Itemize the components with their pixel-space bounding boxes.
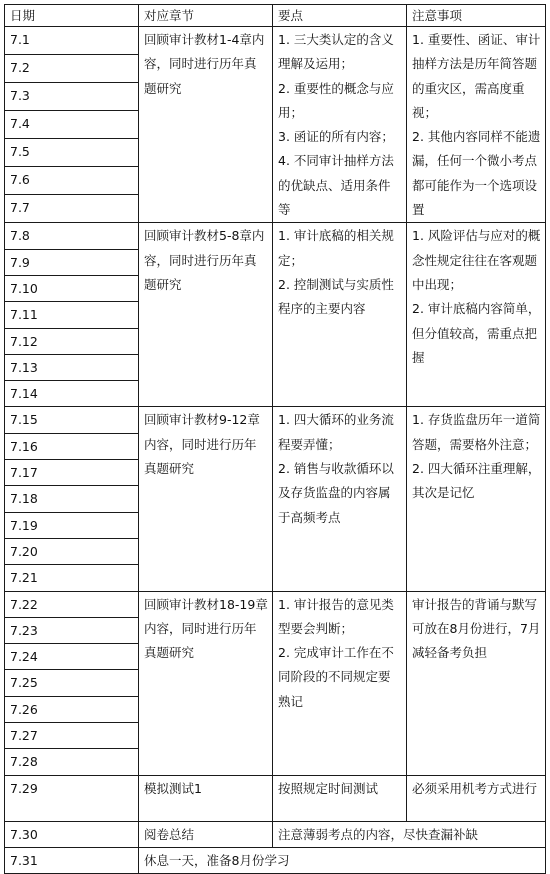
date-cell: 7.16	[5, 433, 139, 459]
header-row	[5, 5, 546, 27]
date-cell: 7.7	[5, 195, 139, 223]
date-cell: 7.20	[5, 538, 139, 564]
date-cell: 7.18	[5, 486, 139, 512]
notes-cell	[407, 223, 546, 407]
date-cell: 7.3	[5, 83, 139, 111]
points-cell	[273, 407, 407, 591]
date-cell: 7.27	[5, 723, 139, 749]
chapter-cell: 阅卷总结	[139, 821, 273, 847]
points-cell	[273, 27, 407, 223]
date-cell: 7.30	[5, 821, 139, 847]
table-row	[5, 223, 546, 249]
point-item: 2. 完成审计工作在不同阶段的不同规定要熟记	[278, 645, 394, 709]
date-cell: 7.9	[5, 249, 139, 275]
header-points: 要点	[273, 5, 407, 27]
date-cell: 7.31	[5, 847, 139, 873]
points-cell: 按照规定时间测试	[273, 775, 407, 821]
date-cell: 7.5	[5, 139, 139, 167]
table-row	[5, 591, 546, 617]
chapter-cell: 模拟测试1	[139, 775, 273, 821]
date-cell: 7.28	[5, 749, 139, 775]
table-row	[5, 847, 546, 873]
date-cell: 7.22	[5, 591, 139, 617]
date-cell: 7.13	[5, 354, 139, 380]
date-cell: 7.4	[5, 111, 139, 139]
date-cell: 7.14	[5, 381, 139, 407]
point-item: 1. 三大类认定的含义理解及运用；	[278, 32, 394, 72]
merged-cell: 注意薄弱考点的内容，尽快查漏补缺	[273, 821, 546, 847]
table-row	[5, 775, 546, 821]
point-item: 2. 销售与收款循环以及存货监盘的内容属于高频考点	[278, 461, 394, 525]
date-cell: 7.6	[5, 167, 139, 195]
date-cell: 7.2	[5, 55, 139, 83]
date-cell: 7.8	[5, 223, 139, 249]
study-schedule-table	[4, 4, 546, 874]
date-cell: 7.19	[5, 512, 139, 538]
point-item: 3. 函证的所有内容；	[278, 129, 394, 145]
header-date: 日期	[5, 5, 139, 27]
points-cell	[273, 591, 407, 775]
chapter-cell: 回顾审计教材18-19章内容，同时进行历年真题研究	[139, 591, 273, 775]
chapter-cell: 回顾审计教材1-4章内容，同时进行历年真题研究	[139, 27, 273, 223]
point-item: 2. 重要性的概念与应用；	[278, 80, 394, 120]
date-cell: 7.21	[5, 565, 139, 591]
point-item: 1. 审计报告的意见类型要会判断；	[278, 596, 394, 636]
point-item: 1. 审计底稿的相关规定；	[278, 228, 394, 268]
note-item: 2. 审计底稿内容简单，但分值较高，需重点把握	[412, 301, 541, 365]
note-item: 1. 重要性、函证、审计抽样方法是历年简答题的重灾区，需高度重视；	[412, 32, 541, 120]
merged-cell: 休息一天，准备8月份学习	[139, 847, 546, 873]
point-item: 4. 不同审计抽样方法的优缺点、适用条件等	[278, 153, 394, 218]
header-chapter: 对应章节	[139, 5, 273, 27]
notes-cell	[407, 591, 546, 775]
note-item: 2. 其他内容同样不能遗漏，任何一个微小考点都可能作为一个选项设置	[412, 129, 541, 218]
chapter-cell: 回顾审计教材5-8章内容，同时进行历年真题研究	[139, 223, 273, 407]
date-cell: 7.10	[5, 275, 139, 301]
date-cell: 7.26	[5, 696, 139, 722]
notes-cell: 必须采用机考方式进行	[407, 775, 546, 821]
table-row	[5, 821, 546, 847]
table-row	[5, 407, 546, 433]
point-item: 2. 控制测试与实质性程序的主要内容	[278, 276, 394, 317]
date-cell: 7.15	[5, 407, 139, 433]
date-cell: 7.25	[5, 670, 139, 696]
date-cell: 7.29	[5, 775, 139, 821]
date-cell: 7.12	[5, 328, 139, 354]
note-item: 审计报告的背诵与默写可放在8月份进行，7月减轻备考负担	[412, 596, 541, 661]
points-cell	[273, 223, 407, 407]
note-item: 1. 存货监盘历年一道简答题，需要格外注意；	[412, 412, 541, 452]
date-cell: 7.17	[5, 460, 139, 486]
date-cell: 7.11	[5, 302, 139, 328]
notes-cell	[407, 27, 546, 223]
note-item: 2. 四大循环注重理解，其次是记忆	[412, 461, 541, 501]
header-notes: 注意事项	[407, 5, 546, 27]
notes-cell	[407, 407, 546, 591]
date-cell: 7.24	[5, 644, 139, 670]
date-cell: 7.1	[5, 27, 139, 55]
date-cell: 7.23	[5, 617, 139, 643]
table-row	[5, 27, 546, 55]
chapter-cell: 回顾审计教材9-12章内容，同时进行历年真题研究	[139, 407, 273, 591]
note-item: 1. 风险评估与应对的概念性规定往往在客观题中出现；	[412, 228, 541, 292]
point-item: 1. 四大循环的业务流程要弄懂；	[278, 412, 394, 452]
